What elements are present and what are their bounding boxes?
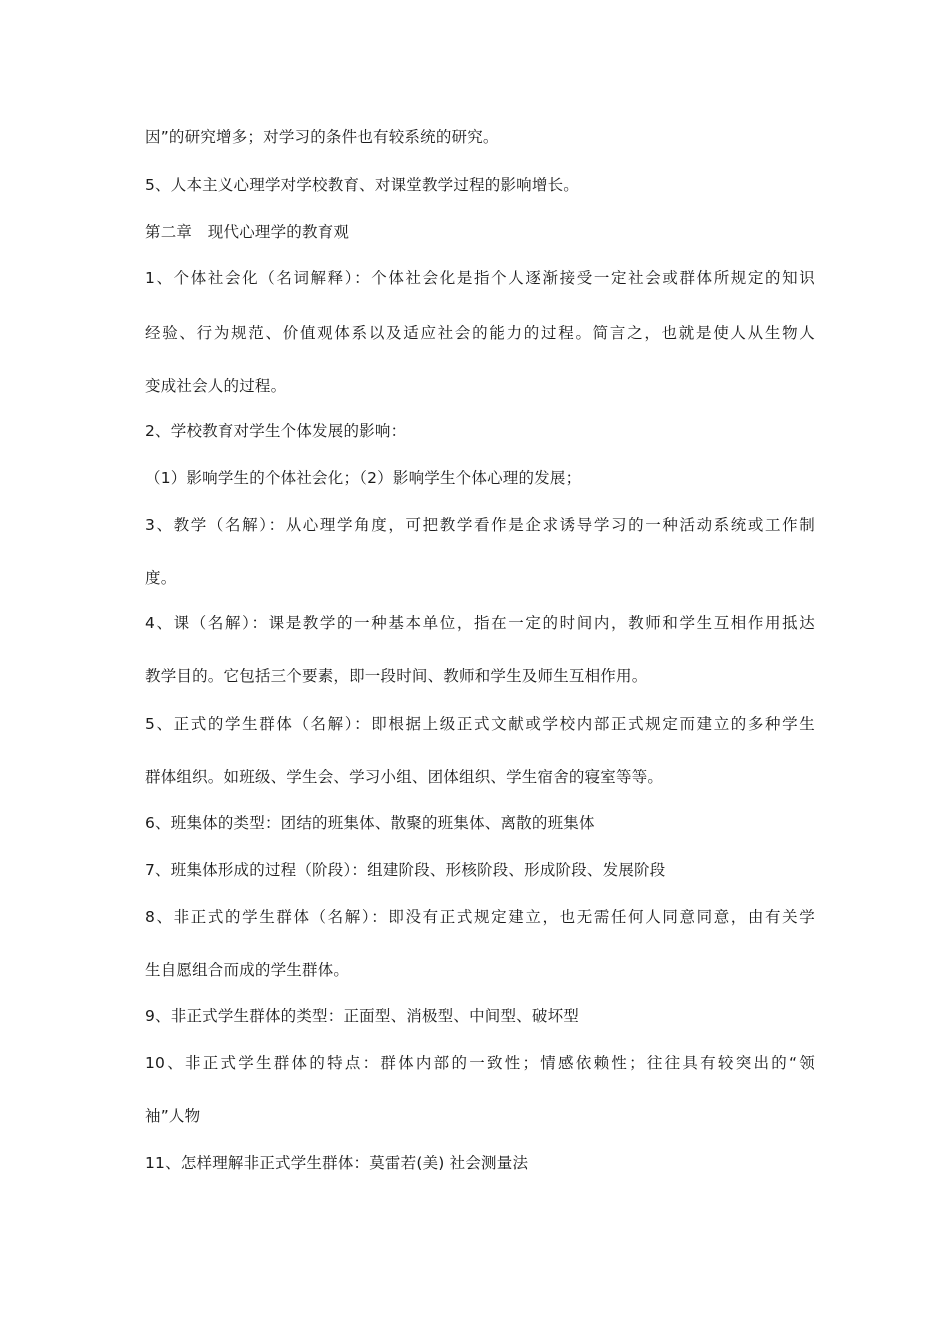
text-line: 2、学校教育对学生个体发展的影响： [145,422,407,440]
text-line: 5、正式的学生群体（名解）：即根据上级正式文献或学校内部正式规定而建立的多种学生 [145,715,815,733]
text-line: 度。 [145,569,177,587]
text-line: 6、班集体的类型：团结的班集体、散聚的班集体、离散的班集体 [145,814,595,832]
text-line: 3、教学（名解）：从心理学角度，可把教学看作是企求诱导学习的一种活动系统或工作制 [145,516,815,534]
text-line: 9、非正式学生群体的类型：正面型、消极型、中间型、破坏型 [145,1007,579,1025]
text-line: 因”的研究增多；对学习的条件也有较系统的研究。 [145,128,499,146]
text-line: 5、人本主义心理学对学校教育、对课堂教学过程的影响增长。 [145,176,579,194]
text-line: （1）影响学生的个体社会化；（2）影响学生个体心理的发展； [145,469,582,487]
text-line: 8、非正式的学生群体（名解）：即没有正式规定建立，也无需任何人同意同意，由有关学 [145,908,815,926]
text-line: 11、怎样理解非正式学生群体：莫雷若(美) 社会测量法 [145,1154,529,1172]
text-line: 10、非正式学生群体的特点：群体内部的一致性；情感依赖性；往往具有较突出的“领 [145,1054,815,1072]
text-line: 群体组织。如班级、学生会、学习小组、团体组织、学生宿舍的寝室等等。 [145,768,664,786]
text-line: 教学目的。它包括三个要素，即一段时间、教师和学生及师生互相作用。 [145,667,648,685]
chapter-heading: 第二章 现代心理学的教育观 [145,223,350,241]
text-line: 生自愿组合而成的学生群体。 [145,961,350,979]
text-line: 4、课（名解）：课是教学的一种基本单位，指在一定的时间内，教师和学生互相作用抵达 [145,614,815,632]
text-line: 1、个体社会化（名词解释）：个体社会化是指个人逐渐接受一定社会或群体所规定的知识 [145,269,815,287]
text-line: 变成社会人的过程。 [145,377,287,395]
text-line: 经验、行为规范、价值观体系以及适应社会的能力的过程。简言之，也就是使人从生物人 [145,324,815,342]
text-line: 袖”人物 [145,1107,201,1125]
text-line: 7、班集体形成的过程（阶段）：组建阶段、形核阶段、形成阶段、发展阶段 [145,861,666,879]
